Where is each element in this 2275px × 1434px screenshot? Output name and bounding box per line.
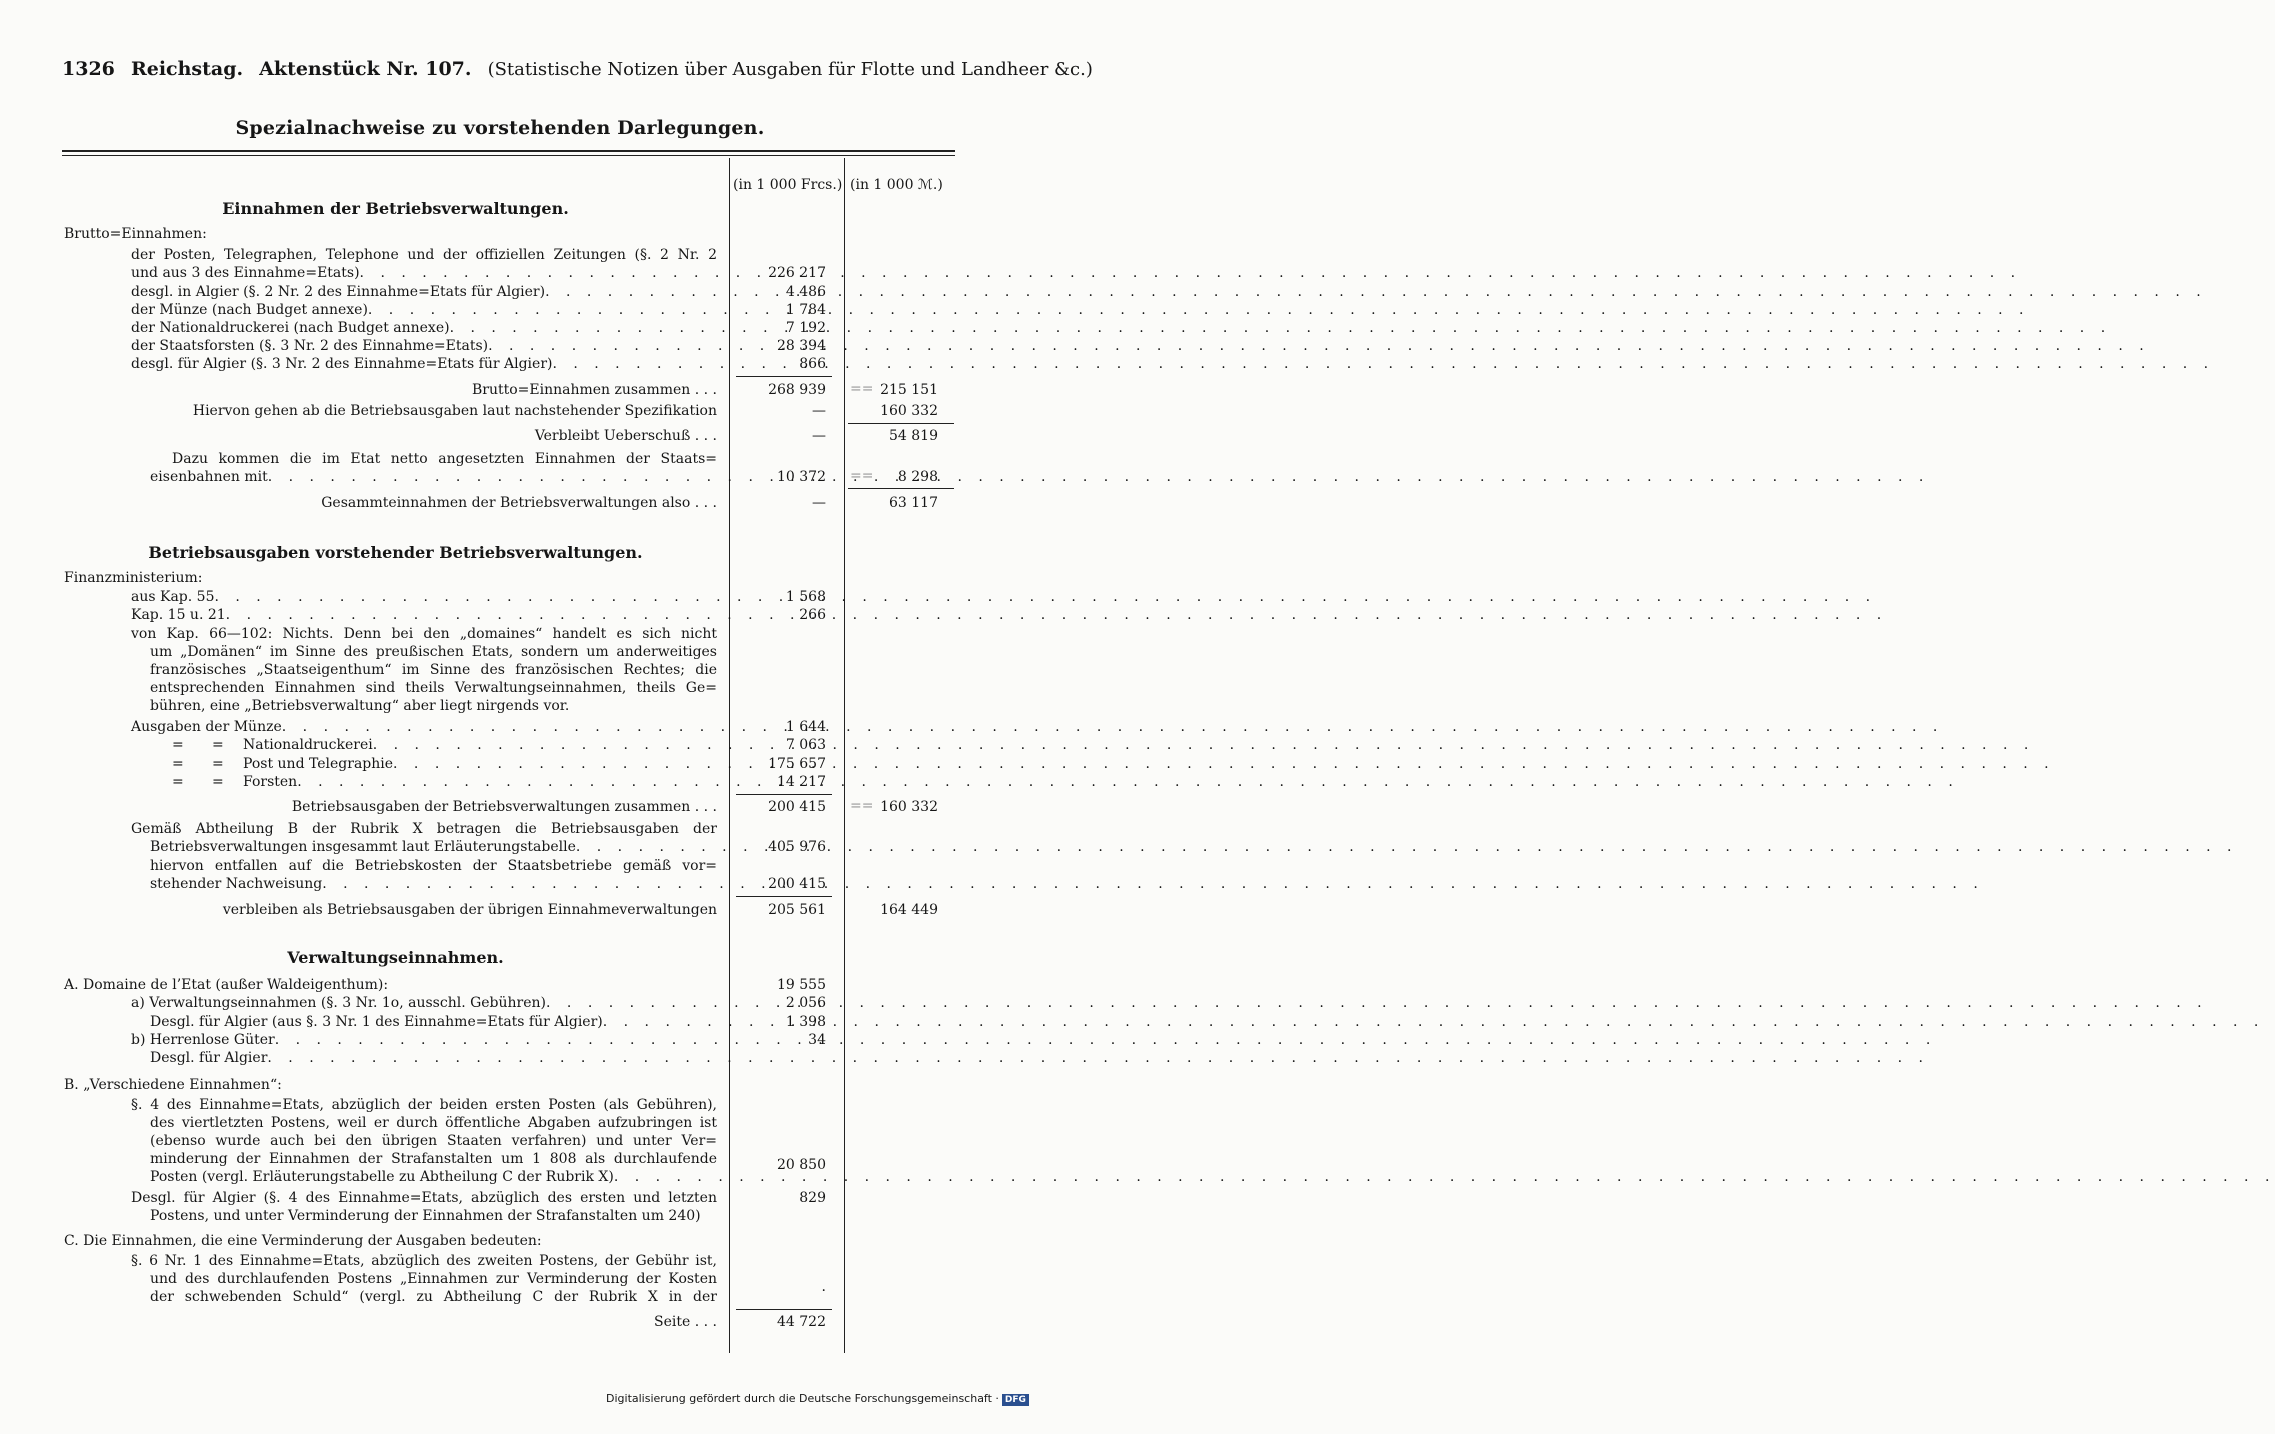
line-ausgaben-post: Post und Telegraphie . . .: [243, 755, 717, 773]
sum-rule-6: [736, 1309, 832, 1310]
line-gemaess-3: hiervon entfallen auf die Betriebskosten der Staatsbetriebe gemäß vor=: [150, 858, 717, 874]
value-ausgaben-post: 175 657: [768, 756, 826, 772]
header-subtitle: (Statistische Notizen über Ausgaben für Flotte und Landheer &c.): [487, 59, 1093, 80]
value-ausgaben-druckerei: 7 063: [785, 737, 826, 753]
value-herrenlose-gueter: 34: [808, 1032, 826, 1048]
ditto-mark: =: [172, 756, 184, 772]
value-gesammt-frcs: —: [812, 495, 826, 511]
line-desgl-algier-b: Desgl. für Algier . . .: [150, 1049, 717, 1067]
ditto-mark: =: [212, 756, 224, 772]
line-c-2: und des durchlaufenden Postens „Einnahmen zur Verminderung der Kosten: [150, 1271, 717, 1287]
line-muenze: der Münze (nach Budget annexe) . . .: [131, 301, 717, 319]
value-verbleiben-frcs: 205 561: [768, 902, 826, 918]
page-number: 1326: [62, 58, 115, 80]
line-c-1: §. 6 Nr. 1 des Einnahme=Etats, abzüglich des zweiten Postens, der Gebühr ist,: [131, 1253, 717, 1269]
line-ausgaben-muenze: Ausgaben der Münze . . .: [131, 718, 717, 736]
running-header: [62, 58, 1093, 88]
sum-rule-3: [848, 488, 954, 489]
value-betriebsausgaben-frcs: 200 415: [768, 799, 826, 815]
value-forsten-algier: 866: [799, 356, 826, 372]
ditto-mark: =: [212, 737, 224, 753]
line-nationaldruckerei: der Nationaldruckerei (nach Budget annexe) . . .: [131, 319, 717, 337]
sum-rule-2: [848, 423, 954, 424]
value-dazu-frcs: 10 372: [777, 469, 826, 485]
value-dazu-mark: 8 298: [897, 469, 938, 485]
value-desgl-algier-c: 829: [799, 1190, 826, 1206]
value-gesammt-mark: 63 117: [889, 495, 938, 511]
digitization-footer: [606, 1392, 1029, 1406]
column-header-mark: (in 1 000 ℳ.): [850, 177, 943, 193]
page-title: Spezialnachweise zu vorstehenden Darlegungen.: [235, 117, 765, 139]
line-kap66-1: von Kap. 66—102: Nichts. Denn bei den „domaines“ handelt es sich nicht: [131, 626, 717, 642]
line-forsten-algier: desgl. für Algier (§. 3 Nr. 2 des Einnahme=Etats für Algier) . . .: [131, 355, 717, 373]
line-gesammteinnahmen: Gesammteinnahmen der Betriebsverwaltungen also . . .: [321, 495, 717, 511]
line-kap66-2: um „Domänen“ im Sinne des preußischen Etats, sondern um anderweitiges: [150, 644, 717, 660]
line-desgl-algier-a: Desgl. für Algier (aus §. 3 Nr. 1 des Einnahme=Etats für Algier) . . .: [150, 1013, 717, 1031]
line-seite: Seite . . .: [654, 1314, 717, 1330]
line-posten-a: der Posten, Telegraphen, Telephone und der offiziellen Zeitungen (§. 2 Nr. 2: [131, 247, 717, 263]
value-ueberschuss-frcs: —: [812, 428, 826, 444]
line-betriebsausgaben-sum: Betriebsausgaben der Betriebsverwaltungen zusammen . . .: [291, 799, 717, 815]
section-heading-einnahmen: Einnahmen der Betriebsverwaltungen.: [222, 199, 569, 218]
line-brutto-sum: Brutto=Einnahmen zusammen . . .: [471, 382, 717, 398]
value-ausgaben-muenze: 1 644: [785, 719, 826, 735]
top-rule: [62, 150, 955, 152]
header-document: Aktenstück Nr. 107.: [259, 58, 472, 80]
line-staatsforsten: der Staatsforsten (§. 3 Nr. 2 des Einnahme=Etats) . . .: [131, 337, 717, 355]
domaine-label: A. Domaine de l’Etat (außer Waldeigenthum):: [64, 977, 389, 993]
top-rule-thin: [62, 155, 955, 156]
value-posten: 226 217: [768, 265, 826, 281]
verschiedene-label: B. „Verschiedene Einnahmen“:: [64, 1077, 282, 1093]
value-desgl-algier-a: 1 398: [785, 1014, 826, 1030]
value-verwaltungseinnahmen: 2 056: [785, 995, 826, 1011]
line-dazu-a: Dazu kommen die im Etat netto angesetzten Einnahmen der Staats=: [172, 451, 717, 467]
ditto-mark: =: [212, 774, 224, 790]
line-algier: desgl. in Algier (§. 2 Nr. 2 des Einnahme=Etats für Algier) . . .: [131, 283, 717, 301]
value-staatsforsten: 28 394: [777, 338, 826, 354]
value-seite: 44 722: [777, 1314, 826, 1330]
line-verwaltungseinnahmen: a) Verwaltungseinnahmen (§. 3 Nr. 1o, ausschl. Gebühren) . . .: [131, 994, 717, 1012]
line-kap66-3: französisches „Staatseigenthum“ im Sinne des französischen Rechtes; die: [150, 662, 717, 678]
line-hiervon-ab: Hiervon gehen ab die Betriebsausgaben laut nachstehender Spezifikation: [192, 403, 717, 419]
line-verschiedene-1: §. 4 des Einnahme=Etats, abzüglich der beiden ersten Posten (als Gebühren),: [131, 1097, 717, 1113]
section-heading-betriebsausgaben: Betriebsausgaben vorstehender Betriebsverwaltungen.: [148, 543, 643, 562]
line-herrenlose-gueter: b) Herrenlose Güter . . .: [131, 1031, 717, 1049]
line-verschiedene-3: (ebenso wurde auch bei den übrigen Staaten verfahren) und unter Ver=: [150, 1133, 717, 1149]
brutto-label: Brutto=Einnahmen:: [64, 226, 207, 242]
value-staatsbetriebe: 200 415: [768, 876, 826, 892]
value-verbleiben-mark: 164 449: [880, 902, 938, 918]
line-kap55: aus Kap. 55 . . .: [131, 588, 717, 606]
line-gemaess-4: stehender Nachweisung . . .: [150, 875, 717, 893]
sum-rule-4: [736, 794, 832, 795]
line-desgl-algier-c: Desgl. für Algier (§. 4 des Einnahme=Etats, abzüglich des ersten und letzten: [131, 1190, 717, 1206]
finanzministerium-label: Finanzministerium:: [64, 570, 203, 586]
line-ueberschuss: Verbleibt Ueberschuß . . .: [534, 428, 717, 444]
line-ausgaben-forsten: Forsten . . .: [243, 773, 717, 791]
sum-rule-1: [736, 376, 832, 377]
line-verschiedene-5: Posten (vergl. Erläuterungstabelle zu Abtheilung C der Rubrik X) . . .: [150, 1168, 717, 1186]
value-kap55: 1 568: [785, 589, 826, 605]
value-algier: 4 486: [785, 284, 826, 300]
line-kap15: Kap. 15 u. 21 . . .: [131, 606, 717, 624]
value-ueberschuss-mark: 54 819: [889, 428, 938, 444]
value-gemaess: 405 976: [768, 839, 826, 855]
value-domaine: 19 555: [777, 977, 826, 993]
value-brutto-sum-frcs: 268 939: [768, 382, 826, 398]
line-verschiedene-4: minderung der Einnahmen der Strafanstalten um 1 808 als durchlaufende: [150, 1151, 717, 1167]
line-gemaess-1: Gemäß Abtheilung B der Rubrik X betragen die Betriebsausgaben der: [131, 821, 717, 837]
ditto-mark: =: [172, 774, 184, 790]
value-verschiedene: 20 850: [777, 1157, 826, 1173]
einnahmen-c-label: C. Die Einnahmen, die eine Verminderung der Ausgaben bedeuten:: [64, 1233, 542, 1249]
line-verschiedene-2: des viertletzten Postens, weil er durch öffentliche Abgaben aufzubringen ist: [150, 1115, 717, 1131]
value-muenze: 1 784: [785, 302, 826, 318]
value-hiervon-mark: 160 332: [880, 403, 938, 419]
dfg-logo: DFG: [1002, 1394, 1029, 1406]
line-verbleiben: verbleiben als Betriebsausgaben der übrigen Einnahmeverwaltungen: [222, 902, 717, 918]
line-gemaess-2: Betriebsverwaltungen insgesammt laut Erläuterungstabelle . . .: [150, 838, 717, 856]
value-c: ·: [821, 1283, 826, 1299]
header-chamber: Reichstag.: [130, 58, 244, 80]
equals-mark: ==: [850, 468, 874, 484]
value-kap15: 266: [799, 607, 826, 623]
equals-mark: ==: [850, 798, 874, 814]
line-ausgaben-druckerei: Nationaldruckerei . . .: [243, 736, 717, 754]
line-desgl-algier-d: Postens, und unter Verminderung der Einnahmen der Strafanstalten um 240): [150, 1208, 701, 1224]
section-heading-verwaltungseinnahmen: Verwaltungseinnahmen.: [287, 948, 504, 967]
column-header-frcs: (in 1 000 Frcs.): [733, 177, 843, 193]
line-kap66-5: bühren, eine „Betriebsverwaltung“ aber liegt nirgends vor.: [150, 698, 570, 714]
line-posten-b: und aus 3 des Einnahme=Etats) . . .: [131, 264, 717, 282]
ditto-mark: =: [172, 737, 184, 753]
line-c-3: der schwebenden Schuld“ (vergl. zu Abtheilung C der Rubrik X in der: [150, 1289, 717, 1305]
footer-text: Digitalisierung gefördert durch die Deutsche Forschungsgemeinschaft ·: [606, 1392, 999, 1405]
value-betriebsausgaben-mark: 160 332: [880, 799, 938, 815]
value-ausgaben-forsten: 14 217: [777, 774, 826, 790]
sum-rule-5: [736, 896, 832, 897]
value-brutto-sum-mark: 215 151: [880, 382, 938, 398]
line-kap66-4: entsprechenden Einnahmen sind theils Verwaltungseinnahmen, theils Ge=: [150, 680, 717, 696]
value-hiervon-frcs: —: [812, 403, 826, 419]
equals-mark: ==: [850, 381, 874, 397]
line-dazu-b: eisenbahnen mit . . .: [150, 468, 717, 486]
value-nationaldruckerei: 7 192: [785, 320, 826, 336]
